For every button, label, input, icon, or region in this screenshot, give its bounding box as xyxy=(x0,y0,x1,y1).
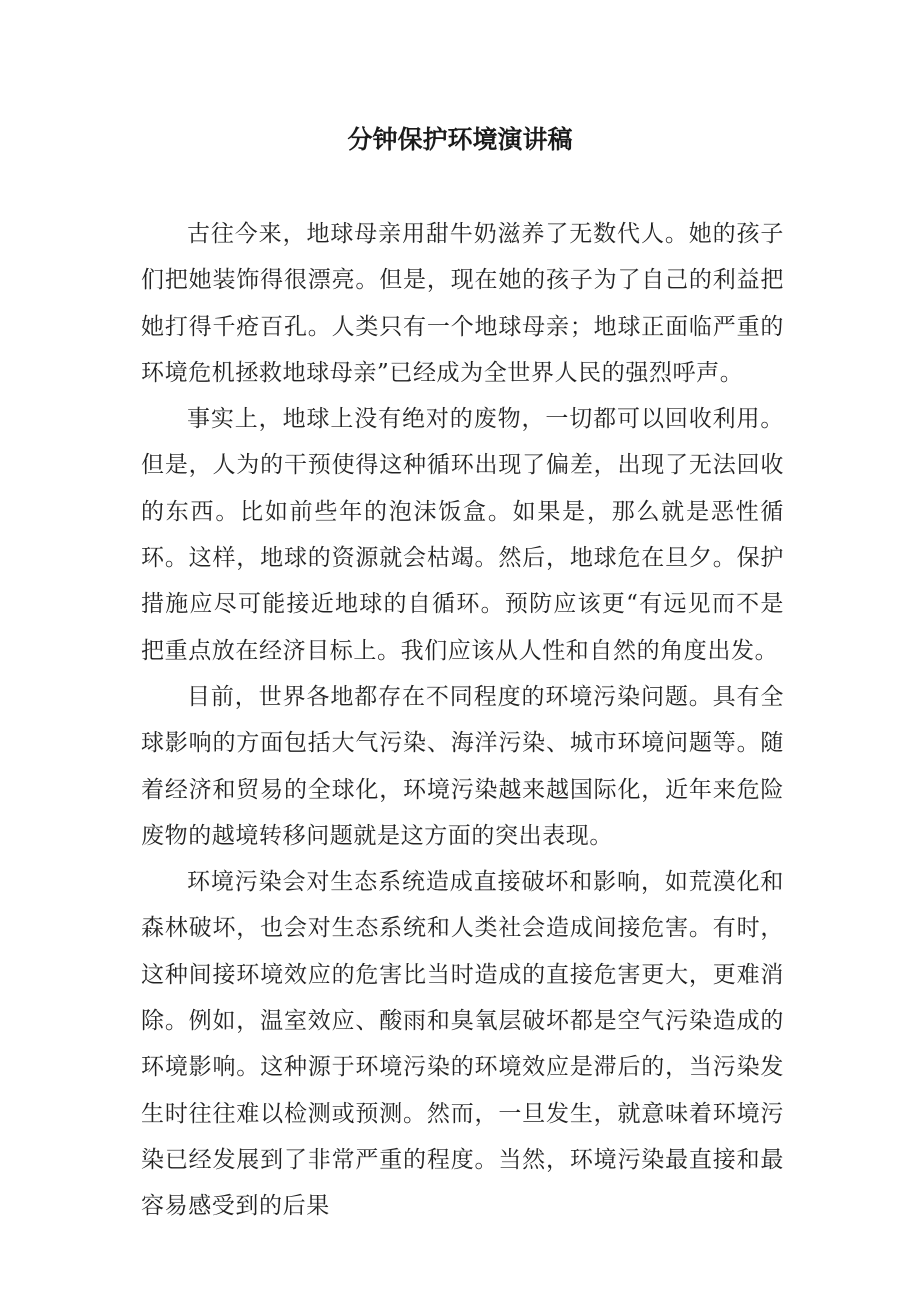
paragraph-3: 目前，世界各地都存在不同程度的环境污染问题。具有全球影响的方面包括大气污染、海洋污染、城市环境问题等。随着经济和贸易的全球化，环境污染越来越国际化，近年来危险废物的越境转移问题就是这方面的突出表现。 xyxy=(141,683,784,849)
paragraph-1: 古往今来，地球母亲用甜牛奶滋养了无数代人。她的孩子们把她装饰得很漂亮。但是，现在她的孩子为了自己的利益把她打得千疮百孔。人类只有一个地球母亲；地球正面临严重的环境危机拯救地球母亲”已经成为全世界人民的强烈呼声。 xyxy=(141,221,784,386)
paragraph-2: 事实上，地球上没有绝对的废物，一切都可以回收利用。但是，人为的干预使得这种循环出现了偏差，出现了无法回收的东西。比如前些年的泡沫饭盒。如果是，那么就是恶性循环。这样，地球的资源就会枯竭。然后，地球危在旦夕。保护措施应尽可能接近地球的自循环。预防应该更“有远见而不是把重点放在经济目标上。我们应该从人性和自然的角度出发。 xyxy=(141,406,784,664)
paragraph-4: 环境污染会对生态系统造成直接破坏和影响，如荒漠化和森林破坏，也会对生态系统和人类社会造成间接危害。有时，这种间接环境效应的危害比当时造成的直接危害更大，更难消除。例如，温室效应、酸雨和臭氧层破坏都是空气污染造成的环境影响。这种源于环境污染的环境效应是滞后的，当污染发生时往往难以检测或预测。然而，一旦发生，就意味着环境污染已经发展到了非常严重的程度。当然，环境污染最直接和最容易感受到的后果 xyxy=(141,869,784,1220)
document-body xyxy=(141,211,784,1230)
document-title: 分钟保护环境演讲稿 xyxy=(347,125,573,154)
